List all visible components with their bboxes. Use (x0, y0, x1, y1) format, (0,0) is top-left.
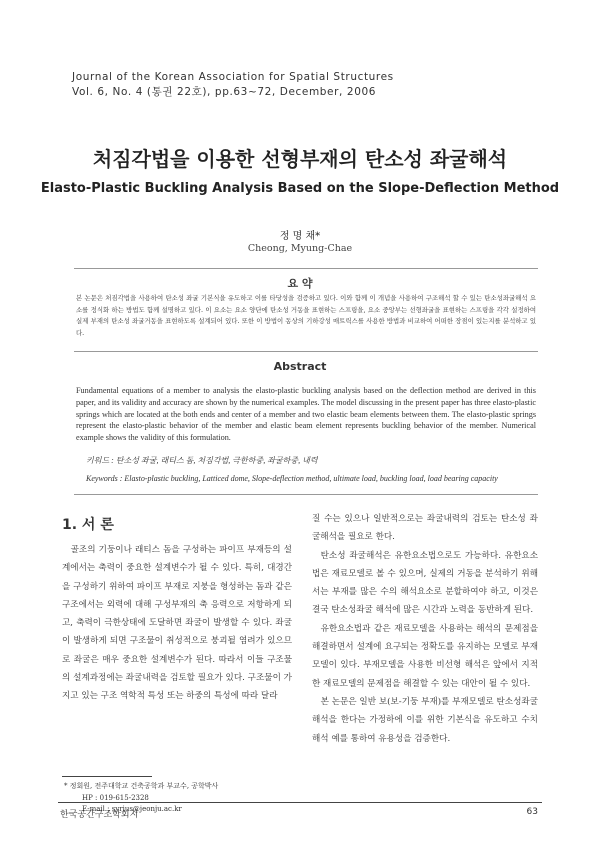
abstract-english: Fundamental equations of a member to analysis the elasto-plastic buckling analysis based on the deflection method are derived in this paper, and its validity and accuracy are shown by the numerical examples. The model discussing in the present paper has three elasto-plastic springs which are located at the both ends and center of a member and two elastic beam elements between them. The elasto-plastic springs represent the elasto-plastic behavior of the member and elastic beam element represents buckling behavior of the member. Numerical example shows the validity of this formulation. (76, 386, 536, 443)
footnote-phone: HP : 019-615-2328 (82, 793, 149, 802)
footnote-email: E-mail : syrius@jeonju.ac.kr (82, 805, 182, 813)
divider-bottom (74, 494, 538, 495)
right-column (312, 510, 538, 748)
paragraph: 유한요소법과 같은 재료모델을 사용하는 해석의 문제점을 해결하면서 설계에 요구되는 정확도를 유지하는 모델로 부재모델이 있다. 부재모델을 사용한 비선형 해석은 앞에서 지적한 재료모델의 문제점을 해결할 수 있는 대안이 될 수 있다. (312, 623, 538, 689)
footer-journal-name: 한국공간구조학회지 (60, 810, 139, 820)
journal-header (72, 70, 394, 100)
paragraph: 골조의 기둥이나 래티스 돔을 구성하는 파이프 부재등의 설계에서는 축력이 중요한 설계변수가 될 수 있다. 특히, 대경간을 구성하기 위하여 파이프 부재로 지붕을 형성하는 돔과 같은 구조에서는 외력에 대해 구성부재의 축 응력으로 저항하게 되고, 축력이 극한상태에 도달하면 좌굴이 발생할 수 있다. 좌굴이 발생하게 되면 구조물이 취성적으로 붕괴될 염려가 있으므로 좌굴은 매우 중요한 설계변수가 된다. 따라서 이들 구조물의 설계과정에는 좌굴내력을 검토할 필요가 있다. 구조물이 가지고 있는 구조 역학적 특성 또는 하중의 특성에 따라 달라 (62, 545, 292, 702)
keywords-english: Keywords : Elasto-plastic buckling, Latticed dome, Slope-deflection method, ultimate load, buckling load, load bearing capacity (86, 474, 498, 483)
journal-name: Journal of the Korean Association for Spatial Structures (72, 71, 394, 83)
divider-abstract (74, 351, 538, 352)
footnote-affiliation: * 정회원, 전주대학교 건축공학과 부교수, 공학박사 (64, 782, 219, 790)
section-heading-introduction: 1. 서 론 (62, 517, 114, 533)
paragraph: 질 수는 있으나 일반적으로는 좌굴내력의 검토는 탄소성 좌굴해석을 필요로 한다. (312, 514, 538, 543)
footnote-rule (62, 776, 152, 777)
paper-title-korean: 처짐각법을 이용한 선형부재의 탄소성 좌굴해석 (92, 147, 508, 171)
paper-title-english: Elasto-Plastic Buckling Analysis Based on the Slope-Deflection Method (40, 181, 560, 196)
keywords-korean: 키워드 : 탄소성 좌굴, 래티스 돔, 처짐각법, 극한하중, 좌굴하중, 내력 (86, 456, 318, 465)
journal-volume: Vol. 6, No. 4 (통권 22호), pp.63~72, December, 2006 (72, 86, 377, 98)
abstract-en-heading: Abstract (273, 360, 327, 373)
author-korean: 정 명 채* (279, 231, 321, 242)
page-number: 63 (526, 807, 538, 817)
abstract-ko-heading: 요 약 (287, 277, 313, 290)
divider-top (74, 268, 538, 269)
paragraph: 본 논문은 일반 보(보-기둥 부재)를 부재모델로 탄소성좌굴 해석을 한다는 가정하에 이를 위한 기본식을 유도하고 수치해석 예를 통하여 유용성을 검증한다. (312, 696, 538, 744)
paragraph: 탄소성 좌굴해석은 유한요소법으로도 가능하다. 유한요소법은 재료모델로 볼 수 있으며, 실제의 거동을 분석하기 위해서는 부재를 많은 수의 해석요소로 분할하여야 하고, 이것은 결국 탄소성좌굴 해석에 많은 시간과 노력을 동반하게 된다. (312, 550, 538, 616)
abstract-korean: 본 논문은 처짐각법을 사용하여 탄소성 좌굴 기본식을 유도하고 이를 타당성을 검증하고 있다. 이와 함께 이 개념을 사용하여 구조해석 할 수 있는 탄소성좌굴해석 요소를 정식화 하는 방법도 함께 설명하고 있다. 이 요소는 요소 양단에 탄소성 거동을 표현하는 스프링을, 요소 중앙부는 선형좌굴을 표현하는 스프링을 각각 설정하여 실제 부재의 탄소성 좌굴거동을 표현하도록 설계되어 있다. 또한 이 방법이 동상의 기하강성 매트릭스를 사용한 방법과 비교하여 어떠한 장점이 있는지를 분석하고 있다. (76, 294, 536, 337)
author-english: Cheong, Myung-Chae (247, 243, 353, 254)
left-column (62, 541, 292, 706)
footer-rule (58, 802, 542, 803)
